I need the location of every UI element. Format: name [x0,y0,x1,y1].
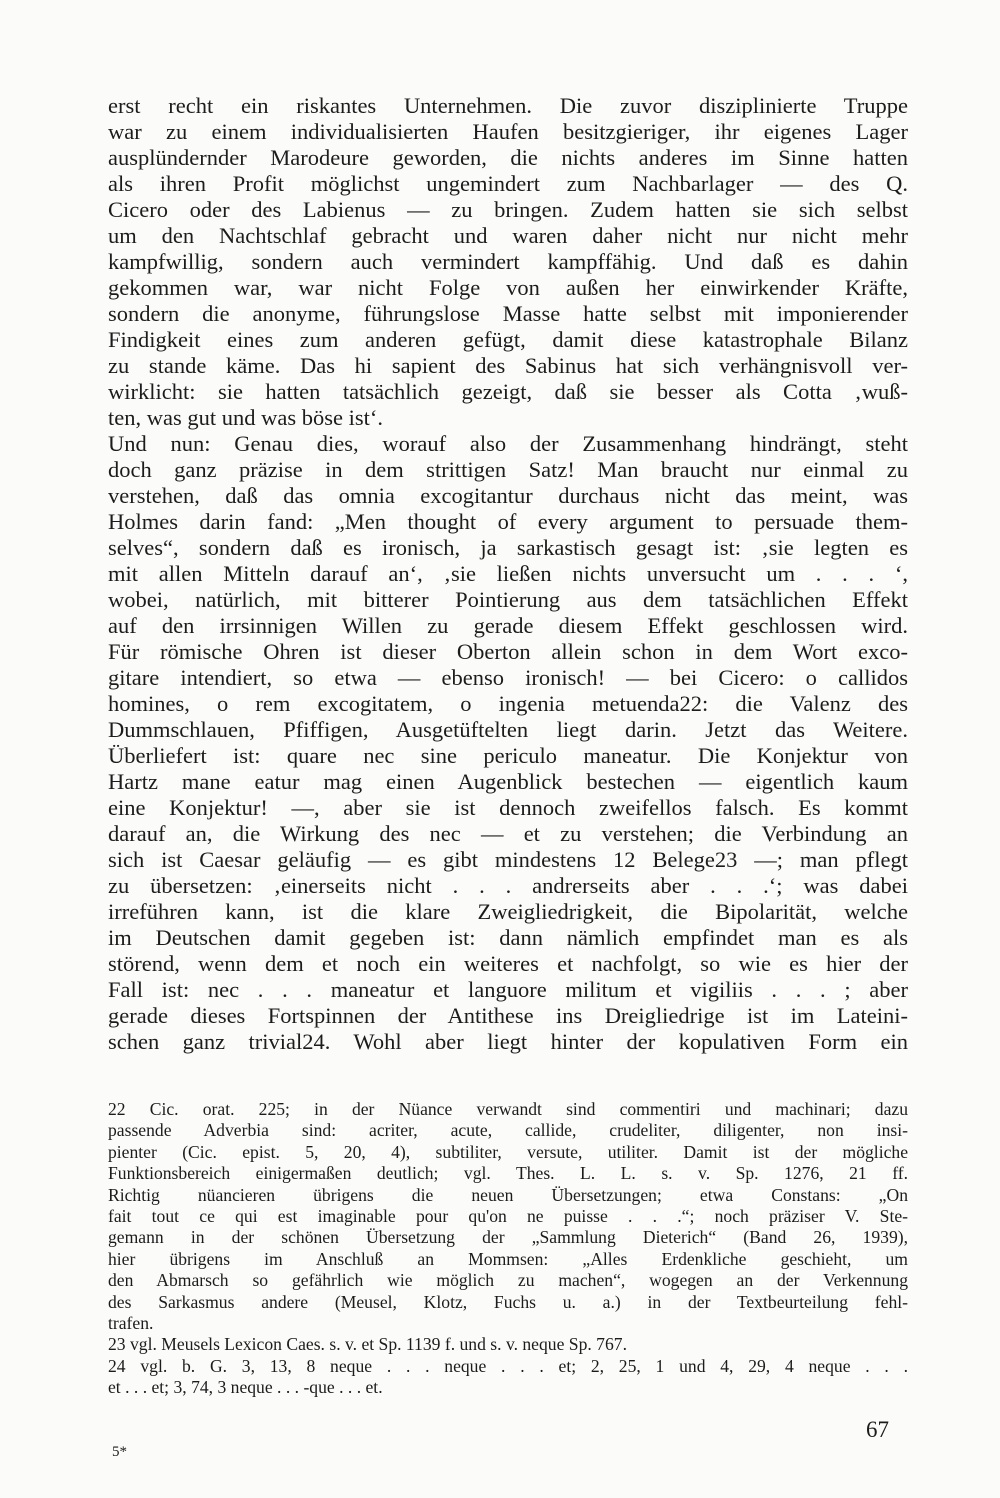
text-line: gerade dieses Fortspinnen der Antithese ins Dreigliedrige ist im Lateini- [108,1003,908,1028]
signature-mark: 5* [112,1444,127,1460]
text-line: verstehen, daß das omnia excogitantur durchaus nicht das meint, was [108,483,908,508]
footnotes [108,1099,908,1398]
footnote-line: Funktionsbereich einigermaßen deutlich; vgl. Thes. L. L. s. v. Sp. 1276, 21 ff. [108,1163,908,1184]
text-line: wirklicht: sie hatten tatsächlich gezeigt, daß sie besser als Cotta ‚wuß- [108,379,908,404]
footnote-line: 23 vgl. Meusels Lexicon Caes. s. v. et Sp. 1139 f. und s. v. neque Sp. 767. [108,1334,627,1355]
footnote-line: den Abmarsch so gefährlich wie möglich zu machen“, wogegen an der Verkennung [108,1270,908,1291]
text-line: störend, wenn dem et noch ein weiteres et nachfolgt, so wie es hier der [108,951,908,976]
main-text [108,93,908,1055]
text-line: wobei, natürlich, mit bitterer Pointierung aus dem tatsächlichen Effekt [108,587,908,612]
text-line: darauf an, die Wirkung des nec — et zu verstehen; die Verbindung an [108,821,908,846]
footnote-line: hier übrigens im Anschluß an Mommsen: „Alles Erdenkliche geschieht, um [108,1248,908,1269]
text-line: Hartz mane eatur mag einen Augenblick bestechen — eigentlich kaum [108,769,908,794]
footnote-line: fait tout ce qui est imaginable pour qu'on ne puisse . . .“; noch präziser V. Ste- [108,1205,908,1226]
text-line: auf den irrsinnigen Willen zu gerade diesem Effekt geschlossen wird. [108,613,908,638]
text-line: homines, o rem excogitatem, o ingenia metuenda22: die Valenz des [108,691,908,716]
text-line: ausplündernder Marodeure geworden, die nichts anderes im Sinne hatten [108,145,908,170]
text-line: Holmes darin fand: „Men thought of every argument to persuade them- [108,509,908,534]
text-line: schen ganz trivial24. Wohl aber liegt hinter der kopulativen Form ein [108,1029,908,1054]
text-line: gekommen war, war nicht Folge von außen her einwirkender Kräfte, [108,275,908,300]
footnote-line: Richtig nüancieren übrigens die neuen Übersetzungen; etwa Constans: „On [108,1184,908,1205]
text-line: irreführen kann, ist die klare Zweigliedrigkeit, die Bipolarität, welche [108,899,908,924]
text-line: war zu einem individualisierten Haufen besitzgieriger, ihr eigenes Lager [108,119,908,144]
footnote-line: 22 Cic. orat. 225; in der Nüance verwandt sind commentiri und machinari; dazu [108,1099,908,1119]
text-line: Und nun: Genau dies, worauf also der Zusammenhang hindrängt, steht [108,431,908,456]
footnote-line: des Sarkasmus andere (Meusel, Klotz, Fuchs u. a.) in der Textbeurteilung fehl- [108,1291,908,1312]
text-line: Fall ist: nec . . . maneatur et languore militum et vigiliis . . . ; aber [108,977,908,1002]
footnote-line: 24 vgl. b. G. 3, 13, 8 neque . . . neque . . . et; 2, 25, 1 und 4, 29, 4 neque . . . [108,1355,908,1376]
footnote-line: trafen. [108,1312,154,1333]
text-line: gitare intendiert, so etwa — ebenso ironisch! — bei Cicero: o callidos [108,665,908,690]
text-line: um den Nachtschlaf gebracht und waren daher nicht nur nicht mehr [108,223,908,248]
text-line: ten, was gut und was böse ist‘. [108,405,383,430]
text-line: Überliefert ist: quare nec sine periculo maneatur. Die Konjektur von [108,743,908,768]
text-line: zu übersetzen: ‚einerseits nicht . . . andrerseits aber . . .‘; was dabei [108,873,908,898]
text-line: kampfwillig, sondern auch vermindert kampffähig. Und daß es dahin [108,249,908,274]
footnote-line: et . . . et; 3, 74, 3 neque . . . -que . . . et. [108,1377,383,1398]
text-line: im Deutschen damit gegeben ist: dann nämlich empfindet man es als [108,925,908,950]
text-line: zu stande käme. Das hi sapient des Sabinus hat sich verhängnisvoll ver- [108,353,908,378]
text-line: mit allen Mitteln darauf an‘, ‚sie ließen nichts unversucht um . . . ‘, [108,561,908,586]
text-line: Für römische Ohren ist dieser Oberton allein schon in dem Wort exco- [108,639,908,664]
text-line: sondern die anonyme, führungslose Masse hatte selbst mit imponierender [108,301,908,326]
footnote-line: pienter (Cic. epist. 5, 20, 4), subtiliter, versute, utiliter. Damit ist der mögliche [108,1141,908,1162]
text-line: Dummschlauen, Pfiffigen, Ausgetüftelten liegt darin. Jetzt das Weitere. [108,717,908,742]
text-line: selves“, sondern daß es ironisch, ja sarkastisch gesagt ist: ‚sie legten es [108,535,908,560]
footnote-line: gemann in der schönen Übersetzung der „Sammlung Dieterich“ (Band 26, 1939), [108,1227,908,1248]
text-line: als ihren Profit möglichst ungemindert zum Nachbarlager — des Q. [108,171,908,196]
footnote-line: passende Adverbia sind: acriter, acute, callide, crudeliter, diligenter, non insi- [108,1120,908,1141]
text-line: sich ist Caesar geläufig — es gibt mindestens 12 Belege23 —; man pflegt [108,847,908,872]
text-line: eine Konjektur! —, aber sie ist dennoch zweifellos falsch. Es kommt [108,795,908,820]
text-line: Findigkeit eines zum anderen gefügt, damit diese katastrophale Bilanz [108,327,908,352]
page-number: 67 [866,1417,889,1442]
text-line: doch ganz präzise in dem strittigen Satz! Man braucht nur einmal zu [108,457,908,482]
text-line: Cicero oder des Labienus — zu bringen. Zudem hatten sie sich selbst [108,197,908,222]
text-line: erst recht ein riskantes Unternehmen. Die zuvor disziplinierte Truppe [108,93,908,118]
